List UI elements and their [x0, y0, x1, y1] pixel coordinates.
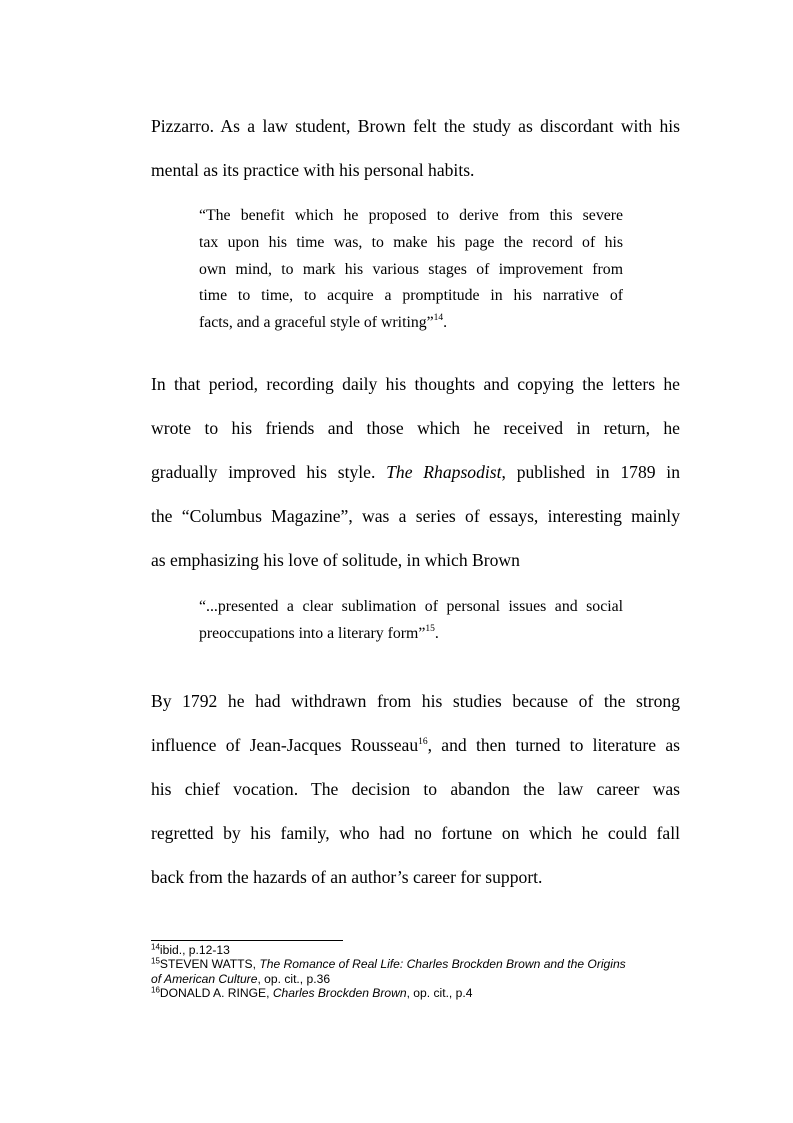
footnote-number: 15 [151, 957, 160, 967]
text-line: back from the hazards of an author’s career for support. [151, 867, 543, 887]
quote-line [199, 310, 623, 337]
text-line: Pizzarro. As a law student, Brown felt the study as discordant with his [151, 116, 680, 136]
footnote-number: 16 [151, 985, 160, 995]
quote-tail: . [434, 624, 439, 642]
quote-tail: . [443, 314, 448, 332]
footnote-ref-15[interactable]: 15 [425, 623, 435, 634]
quote-line: “The benefit which he proposed to derive from this severe [199, 207, 623, 224]
quote-text: facts, and a graceful style of writing” [199, 314, 434, 332]
footnote-ref-14[interactable]: 14 [433, 313, 444, 324]
footnote-15 [151, 957, 683, 986]
footnote-title: Charles Brockden Brown [272, 986, 407, 1001]
text-line: In that period, recording daily his thoughts and copying the letters he [151, 374, 680, 394]
footnote-title-cont: of American Culture [151, 971, 258, 986]
footnote-citation: , op. cit., p.4 [406, 986, 473, 1001]
footnote-separator [151, 940, 343, 941]
paragraph-3 [151, 679, 680, 899]
quote-text: preoccupations into a literary form” [199, 624, 426, 642]
footnote-author: DONALD A. RINGE, [159, 986, 273, 1001]
text-line: his chief vocation. The decision to abandon the law career was [151, 779, 680, 799]
text-line: By 1792 he had withdrawn from his studies because of the strong [151, 691, 680, 711]
text-line [151, 723, 680, 767]
text-line: regretted by his family, who had no fortune on which he could fall [151, 823, 680, 843]
text-segment: , and then turned to literature as [427, 735, 681, 755]
block-quote-1 [199, 203, 623, 337]
quote-line: tax upon his time was, to make his page the record of his [199, 233, 623, 251]
footnotes [151, 943, 683, 1001]
quote-line: “...presented a clear sublimation of personal issues and social [199, 598, 623, 615]
footnote-title: The Romance of Real Life: Charles Brockden Brown and the Origins [259, 957, 626, 972]
text-segment: , published in 1789 in [501, 462, 680, 482]
work-title-rhapsodist: The Rhapsodist [386, 462, 502, 482]
text-line: mental as its practice with his personal habits. [151, 160, 475, 180]
block-quote-2 [199, 594, 623, 648]
text-segment: gradually improved his style. [151, 462, 387, 482]
footnote-ref-16[interactable]: 16 [418, 736, 428, 747]
text-line: as emphasizing his love of solitude, in which Brown [151, 550, 520, 570]
text-line [151, 450, 680, 494]
footnote-14 [151, 943, 683, 957]
quote-line [199, 621, 623, 648]
footnote-16 [151, 986, 683, 1000]
footnote-author: STEVEN WATTS, [159, 957, 260, 972]
paragraph-2 [151, 362, 680, 582]
paragraph-1 [151, 104, 680, 192]
text-line: the “Columbus Magazine”, was a series of essays, interesting mainly [151, 506, 680, 526]
footnote-text: ibid., p.12-13 [159, 943, 230, 957]
text-line: wrote to his friends and those which he received in return, he [151, 418, 680, 438]
footnote-citation: , op. cit., p.36 [257, 971, 331, 986]
quote-line: own mind, to mark his various stages of improvement from [199, 260, 623, 278]
quote-line: time to time, to acquire a promptitude in his narrative of [199, 287, 623, 305]
text-segment: influence of Jean-Jacques Rousseau [151, 735, 419, 755]
footnote-number: 14 [151, 942, 160, 952]
